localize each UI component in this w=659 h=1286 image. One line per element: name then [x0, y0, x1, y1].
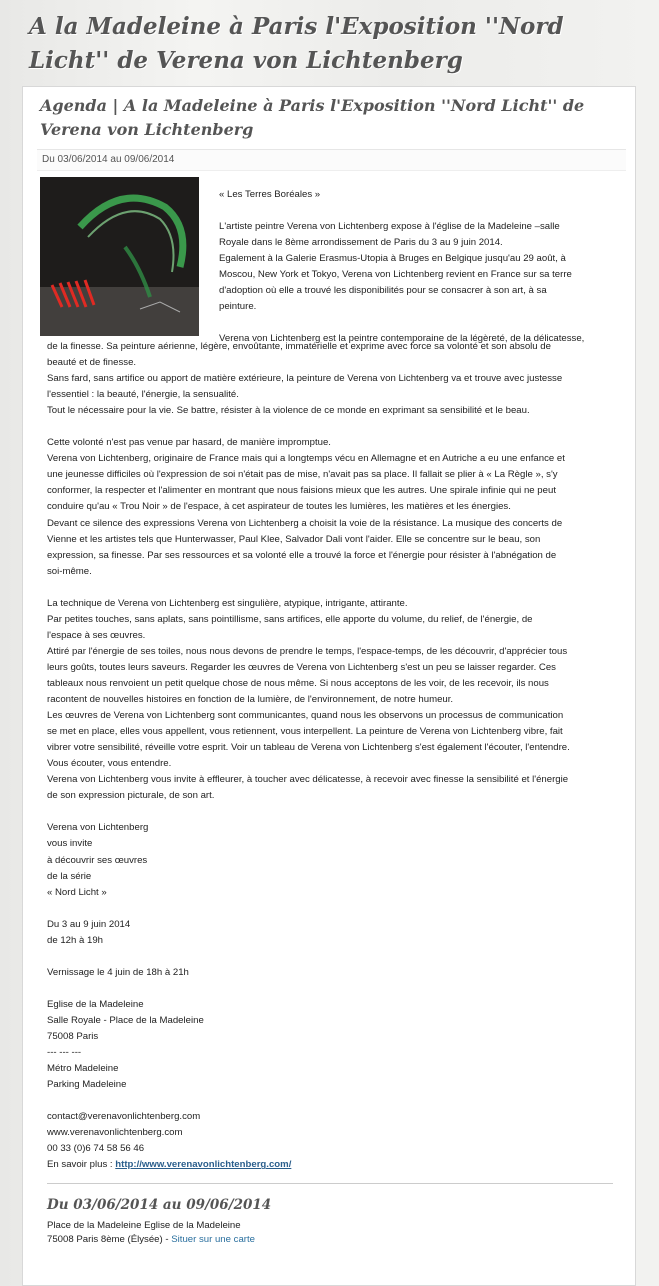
intro-line: L'artiste peintre Verena von Lichtenberg expose à l'église de la Madeleine –salle	[219, 221, 560, 233]
body-line: 75008 Paris	[47, 1031, 99, 1043]
intro-line	[219, 203, 584, 219]
body-line: Verena von Lichtenberg, originaire de France mais qui a longtemps vécu en Allemagne et en Autriche a eu une enfance et	[47, 453, 565, 465]
body-line	[47, 419, 570, 435]
intro-line: d'adoption où elle a trouvé les disponibilités pour se consacrer à son art, à sa	[219, 285, 547, 297]
body-line: de son expression picturale, de son art.	[47, 790, 215, 802]
body-line	[47, 949, 570, 965]
body-line: se met en place, elles vous appellent, vous retiennent, vous interpellent. La peinture de Verena von Lichtenberg vibre, fait	[47, 726, 563, 738]
intro-line: Royale dans le 8ème arrondissement de Paris du 3 au 9 juin 2014.	[219, 237, 503, 249]
body-line	[47, 981, 570, 997]
address-line-1: Place de la Madeleine Eglise de la Madeleine	[47, 1220, 241, 1231]
body-line: leurs goûts, toutes leurs saveurs. Regarder les œuvres de Verena von Lichtenberg s'est un peu se laisser regarder. Ces	[47, 661, 556, 673]
body-line: Salle Royale - Place de la Madeleine	[47, 1014, 204, 1026]
body-line: --- --- ---	[47, 1047, 82, 1059]
body-line: www.verenavonlichtenberg.com	[47, 1127, 183, 1139]
address-line-2	[47, 1233, 255, 1247]
address-line-2-text: 75008 Paris 8ème (Élysée) -	[47, 1234, 172, 1245]
body-line	[47, 580, 570, 596]
body-line: Vous écouter, vous entendre.	[47, 758, 172, 770]
body-line: Sans fard, sans artifice ou apport de matière extérieure, la peinture de Verena von Lichtenberg va et trouve avec justesse	[47, 373, 563, 385]
body-line: 00 33 (0)6 74 58 56 46	[47, 1143, 145, 1155]
body-line: Tout le nécessaire pour la vie. Se battre, résister à la violence de ce monde en exprimant sa sensibilité et le beau.	[47, 405, 530, 417]
intro-text	[219, 187, 584, 347]
article-body	[47, 339, 570, 1173]
body-line: vibrer votre sensibilité, réveille votre esprit. Voir un tableau de Verena von Lichtenberg s'est également l'écouter, l'entendre.	[47, 742, 570, 754]
event-dates-footer: Du 03/06/2014 au 09/06/2014	[47, 1197, 272, 1213]
more-info-label: En savoir plus :	[47, 1159, 116, 1171]
body-line: racontent de nouvelles histoires en fonction de la lumière, de l'environnement, de notre humeur.	[47, 694, 454, 706]
body-line: l'espace à ses œuvres.	[47, 629, 146, 641]
body-line: de 12h à 19h	[47, 934, 104, 946]
body-line: Vienne et les artistes tels que Hunterwasser, Paul Klee, Salvador Dali vont l'aider. Elle se concentre sur le beau, son	[47, 533, 541, 545]
body-line: Attiré par l'énergie de ses toiles, nous nous devons de prendre le temps, l'espace-temps, de les découvrir, d'apprécier tous	[47, 645, 568, 657]
body-line: Devant ce silence des expressions Verena von Lichtenberg a choisit la voie de la résistance. La musique des concerts de	[47, 517, 563, 529]
body-line: Eglise de la Madeleine	[47, 998, 144, 1010]
body-line: Par petites touches, sans aplats, sans pointillisme, sans artifices, elle apporte du volume, du relief, de l'énergie, de	[47, 613, 533, 625]
body-line: soi-même.	[47, 565, 92, 577]
body-line: Verena von Lichtenberg vous invite à effleurer, à toucher avec délicatesse, à recevoir avec finesse la sensibilité et l'énergie	[47, 774, 569, 786]
body-line: Verena von Lichtenberg	[47, 822, 149, 834]
body-line: Parking Madeleine	[47, 1079, 127, 1091]
body-line: conduire qu'au « Trou Noir » de l'espace, à cet aspirateur de toutes les lumières, les matières et les énergies.	[47, 501, 511, 513]
map-link[interactable]: Situer sur une carte	[171, 1234, 255, 1245]
article-panel	[22, 86, 636, 1286]
body-line: de la finesse. Sa peinture aérienne, légère, envoûtante, immatérielle et exprime avec force sa volonté et son absolu de	[47, 341, 551, 352]
page-title: A la Madeleine à Paris l'Exposition ''Nord Licht'' de Verena von Lichtenberg	[29, 13, 564, 74]
body-line: tableaux nous renvoient un petit quelque chose de nous même. Si nous acceptons de les voir, de les recevoir, ils nous	[47, 677, 549, 689]
body-line: beauté et de finesse.	[47, 357, 137, 369]
body-line	[47, 1093, 570, 1109]
intro-line: « Les Terres Boréales »	[219, 189, 321, 200]
divider	[47, 1183, 613, 1184]
body-line: à découvrir ses œuvres	[47, 854, 148, 866]
article-title: Agenda | A la Madeleine à Paris l'Exposition ''Nord Licht'' de Verena von Lichtenberg	[40, 96, 585, 139]
body-line: Métro Madeleine	[47, 1063, 119, 1075]
body-line: La technique de Verena von Lichtenberg est singulière, atypique, intrigante, attirante.	[47, 597, 408, 609]
body-line: Cette volonté n'est pas venue par hasard, de manière impromptue.	[47, 437, 331, 449]
intro-line: peinture.	[219, 301, 257, 313]
body-line	[47, 804, 570, 820]
artwork-image	[40, 177, 199, 336]
body-line: Du 3 au 9 juin 2014	[47, 918, 131, 930]
body-line: expression, sa finesse. Par ses ressources et sa volonté elle a trouvé la force et l'énergie pour résister à l'abnégation de	[47, 549, 557, 561]
intro-line: Egalement à la Galerie Erasmus-Utopia à Bruges en Belgique jusqu'au 29 août, à	[219, 253, 566, 265]
body-line: contact@verenavonlichtenberg.com	[47, 1111, 201, 1123]
body-line: l'essentiel : la beauté, l'énergie, la sensualité.	[47, 389, 239, 401]
website-link[interactable]: http://www.verenavonlichtenberg.com/	[115, 1159, 292, 1171]
intro-line: Verena von Lichtenberg est la peintre contemporaine de la légèreté, de la délicatesse,	[219, 333, 585, 345]
event-dates: Du 03/06/2014 au 09/06/2014	[37, 149, 626, 171]
body-line: conformer, la respecter et l'alimenter en montrant que nous faisions mieux que les autres. Une spirale infinie qui ne peut	[47, 485, 556, 497]
body-line: de la série	[47, 870, 92, 882]
body-line: une jeunesse difficiles où l'expression de soi n'était pas de mise, n'avait pas sa place. Il fallait se plier à « La Règle », s'y	[47, 469, 558, 481]
body-line: Vernissage le 4 juin de 18h à 21h	[47, 966, 189, 978]
body-line	[47, 901, 570, 917]
event-address	[47, 1219, 255, 1247]
body-line: « Nord Licht »	[47, 886, 107, 898]
intro-line: Moscou, New York et Tokyo, Verena von Lichtenberg revient en France sur sa terre	[219, 269, 572, 281]
intro-line	[219, 315, 584, 331]
more-info-line	[47, 1157, 570, 1173]
body-line: vous invite	[47, 838, 93, 850]
body-line: Les œuvres de Verena von Lichtenberg sont communicantes, quand nous les observons un processus de communication	[47, 710, 564, 722]
